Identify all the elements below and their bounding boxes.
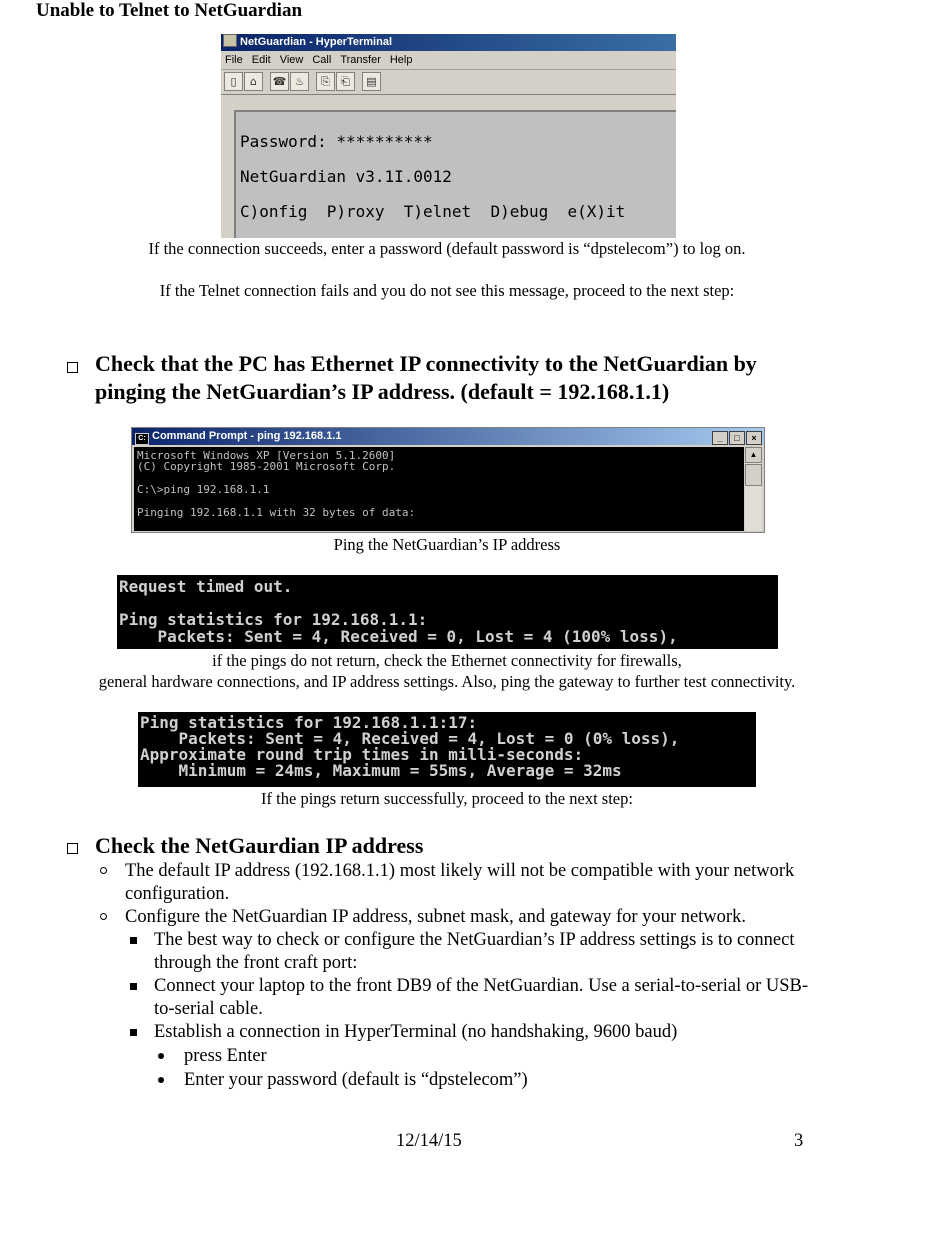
hyperterminal-window [221, 34, 676, 238]
command-prompt-scrollbar[interactable] [745, 447, 762, 531]
command-prompt-title-bar [132, 428, 764, 445]
text-line: The default IP address (192.168.1.1) most likely will not be compatible with your network [125, 861, 795, 881]
menu-edit[interactable]: Edit [251, 54, 271, 66]
caption-return: If the pings return successfully, proceed to the next step: [261, 789, 633, 808]
caption-ping: Ping the NetGuardian’s IP address [333, 535, 561, 554]
console-line: Minimum = 24ms, Maximum = 55ms, Average = 32ms [140, 761, 622, 780]
console-line: C:\>ping 192.168.1.1 [137, 483, 270, 496]
console-line: Packets: Sent = 4, Received = 0, Lost = 4 (100% loss), [119, 627, 678, 646]
caption-success: If the connection succeeds, enter a password (default password is “dpstelecom”) to log on. [148, 239, 746, 258]
hyperterminal-menu-bar [221, 51, 676, 70]
console-line: Packets: Sent = 4, Received = 4, Lost = 0 (0% loss), [140, 729, 680, 748]
receive-icon[interactable]: ⎗ [336, 72, 355, 91]
console-line: Ping statistics for 192.168.1.1:17: [140, 713, 478, 732]
menu-file[interactable]: File [225, 54, 243, 66]
text-line: The best way to check or configure the NetGuardian’s IP address settings is to connect [154, 930, 795, 950]
text-line: configuration. [125, 884, 230, 904]
hyperterminal-toolbar [221, 70, 676, 95]
hyperterminal-title-bar [221, 34, 676, 51]
menu-call[interactable]: Call [312, 54, 332, 66]
check-heading-line: Check that the PC has Ethernet IP connectivity to the NetGuardian by [95, 351, 757, 376]
ping-fail-console [117, 575, 778, 649]
item-establish-connection: Establish a connection in HyperTerminal (no handshaking, 9600 baud) [154, 1022, 678, 1042]
check-heading-line: pinging the NetGuardian’s IP address. (default = 192.168.1.1) [95, 379, 670, 404]
hyperterminal-title: NetGuardian - HyperTerminal [240, 36, 392, 48]
scroll-up-icon[interactable]: ▲ [745, 447, 762, 463]
step-enter-password: Enter your password (default is “dpstelecom”) [184, 1070, 528, 1090]
square-bullet-icon [130, 937, 137, 944]
menu-help[interactable]: Help [389, 54, 413, 66]
square-bullet-icon [130, 1029, 137, 1036]
text-line: Connect your laptop to the front DB9 of the NetGuardian. Use a serial-to-serial or USB- [154, 976, 809, 996]
hyperterminal-app-icon [223, 34, 237, 47]
maximize-icon[interactable]: □ [729, 431, 745, 445]
dot-bullet-icon [158, 1077, 164, 1083]
command-prompt-output [134, 447, 744, 531]
text-line: through the front craft port: [154, 953, 358, 973]
square-bullet-icon [130, 983, 137, 990]
console-line: Microsoft Windows XP [Version 5.1.2600] [137, 449, 396, 462]
checkbox-icon [67, 362, 78, 373]
scroll-thumb[interactable] [745, 464, 762, 486]
caption-not-return-line2: general hardware connections, and IP address settings. Also, ping the gateway to further test connectivity. [98, 672, 796, 691]
new-document-icon[interactable]: ▯ [224, 72, 243, 91]
console-line: Request timed out. [119, 577, 293, 596]
console-line: (C) Copyright 1985-2001 Microsoft Corp. [137, 460, 396, 473]
command-prompt-window [131, 427, 765, 533]
footer-page-number: 3 [794, 1131, 804, 1151]
sub-item-default-ip [125, 860, 794, 906]
phone-icon[interactable]: ☎ [270, 72, 289, 91]
minimize-icon[interactable]: _ [712, 431, 728, 445]
console-line: Pinging 192.168.1.1 with 32 bytes of data: [137, 506, 416, 519]
command-prompt-title: Command Prompt - ping 192.168.1.1 [152, 430, 342, 442]
check-heading-ip: Check the NetGaurdian IP address [95, 833, 424, 858]
item-craft-port [154, 929, 794, 975]
item-connect-laptop [154, 975, 808, 1021]
hollow-bullet-icon [100, 913, 107, 920]
check-heading-ping [95, 350, 757, 406]
open-folder-icon[interactable]: ⌂ [244, 72, 263, 91]
page-heading: Unable to Telnet to NetGuardian [36, 0, 303, 21]
caption-not-return-line1: if the pings do not return, check the Ethernet connectivity for firewalls, [212, 651, 682, 670]
dot-bullet-icon [158, 1053, 164, 1059]
menu-transfer[interactable]: Transfer [340, 54, 381, 66]
properties-icon[interactable]: ▤ [362, 72, 381, 91]
caption-fail: If the Telnet connection fails and you do not see this message, proceed to the next step: [159, 281, 735, 300]
send-icon[interactable]: ⎘ [316, 72, 335, 91]
sub-item-configure: Configure the NetGuardian IP address, subnet mask, and gateway for your network. [125, 907, 746, 927]
close-icon[interactable]: × [746, 431, 762, 445]
hollow-bullet-icon [100, 867, 107, 874]
console-line: Ping statistics for 192.168.1.1: [119, 610, 428, 629]
hyperterminal-screen [234, 110, 676, 238]
terminal-line: Password: ********** [240, 132, 433, 151]
terminal-line: NetGuardian v3.1I.0012 [240, 167, 452, 186]
terminal-line: C)onfig P)roxy T)elnet D)ebug e(X)it [240, 202, 626, 221]
command-prompt-icon: C: [135, 433, 149, 445]
step-press-enter: press Enter [184, 1046, 267, 1066]
console-line: Approximate round trip times in milli-seconds: [140, 745, 584, 764]
ping-success-console [138, 712, 756, 787]
checkbox-icon [67, 843, 78, 854]
text-line: to-serial cable. [154, 999, 263, 1019]
disconnect-icon[interactable]: ♨ [290, 72, 309, 91]
menu-view[interactable]: View [279, 54, 304, 66]
footer-date: 12/14/15 [396, 1131, 462, 1151]
